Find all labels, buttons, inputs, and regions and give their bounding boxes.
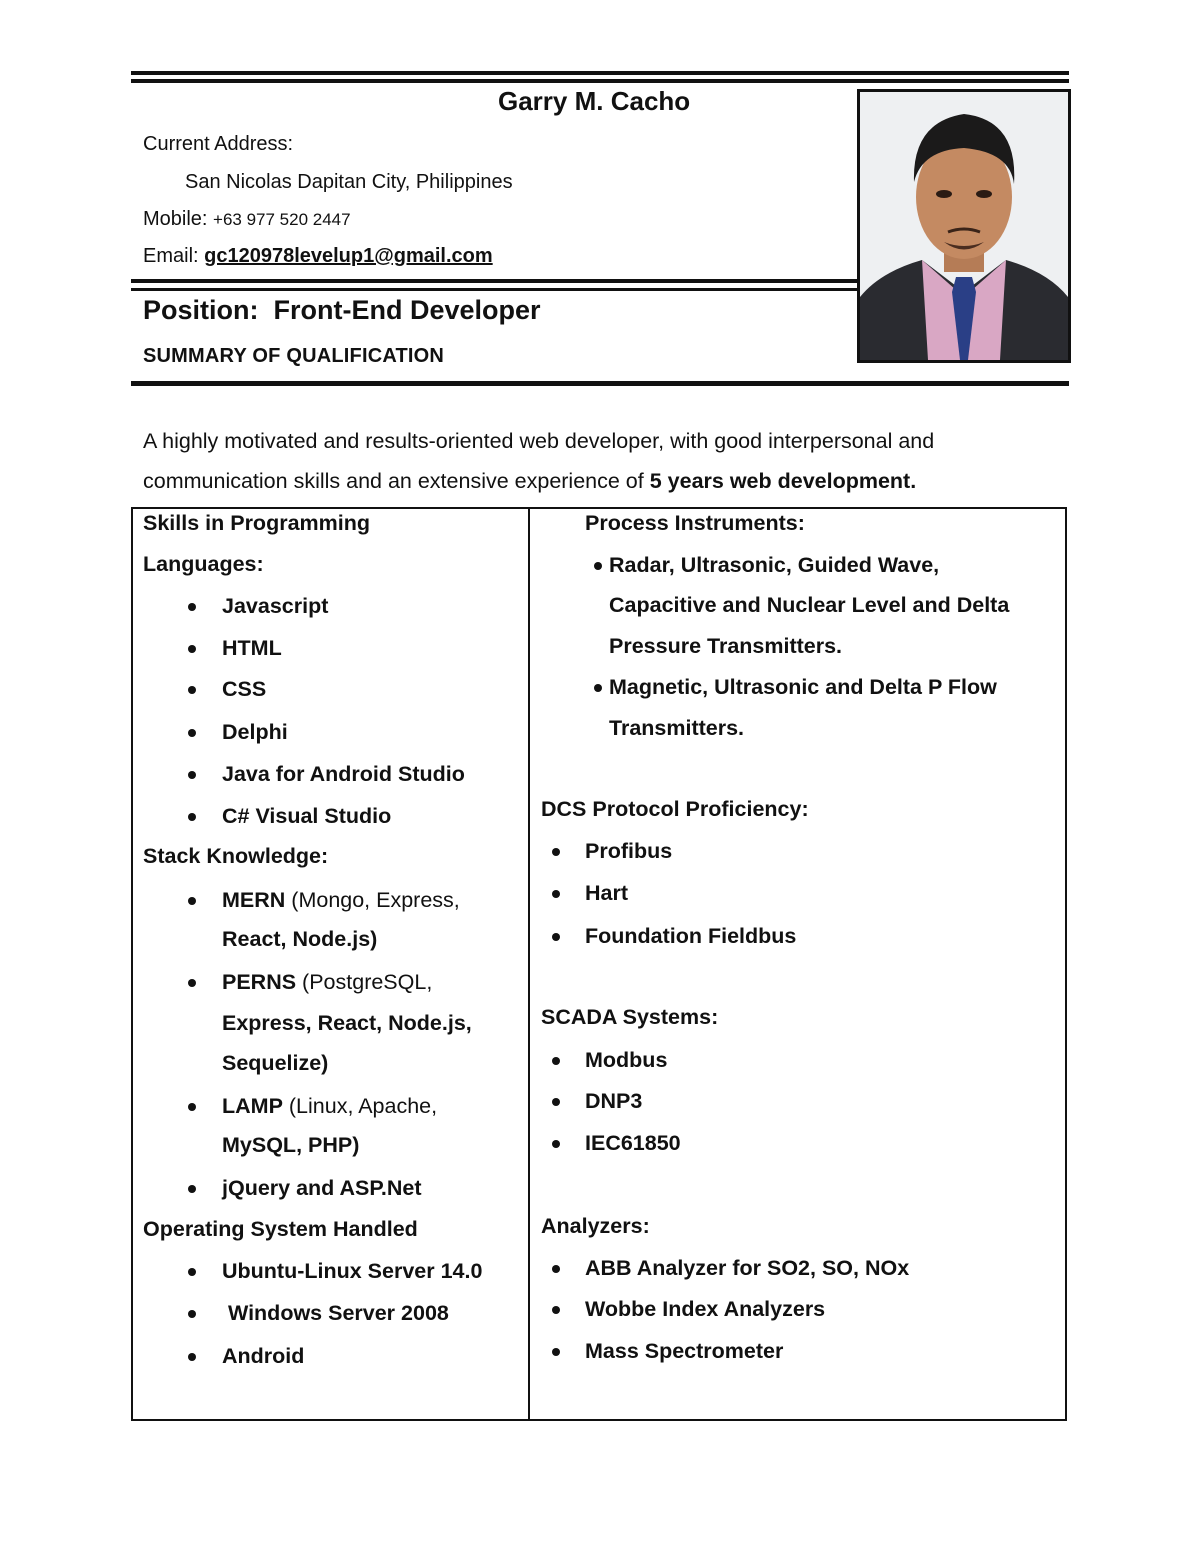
dcs-item: Foundation Fieldbus [585, 924, 797, 948]
programming-heading-2: Languages: [143, 552, 264, 576]
stack-name: PERNS [222, 970, 297, 994]
stack-heading: Stack Knowledge: [143, 844, 329, 868]
stack-name: MERN [222, 888, 286, 912]
address-label: Current Address: [143, 133, 294, 155]
email-label: Email: [143, 245, 205, 267]
language-item: Java for Android Studio [222, 762, 465, 786]
bullet-icon [552, 848, 560, 856]
stack-item [222, 970, 432, 995]
summary-heading: SUMMARY OF QUALIFICATION [143, 345, 445, 367]
instrument-item-continued: Transmitters. [609, 716, 745, 740]
dcs-heading: DCS Protocol Proficiency: [541, 797, 809, 821]
os-item: Windows Server 2008 [222, 1301, 449, 1325]
bullet-icon [552, 1348, 560, 1356]
bullet-icon [552, 890, 560, 898]
scada-item: DNP3 [585, 1089, 643, 1113]
bullet-icon [188, 813, 196, 821]
bullet-icon [594, 562, 602, 570]
mobile-value: +63 977 520 2447 [213, 210, 351, 229]
bullet-icon [552, 1098, 560, 1106]
programming-heading-1: Skills in Programming [143, 511, 370, 535]
scada-heading: SCADA Systems: [541, 1005, 719, 1029]
bullet-icon [552, 1057, 560, 1065]
stack-detail: (Linux, Apache, [282, 1094, 438, 1118]
bullet-icon [552, 1140, 560, 1148]
scada-item: IEC61850 [585, 1131, 681, 1155]
stack-detail: (Mongo, Express, [285, 888, 460, 912]
dcs-item: Hart [585, 881, 629, 905]
instrument-item-continued: Capacitive and Nuclear Level and Delta [609, 593, 1010, 617]
intro-line-1: A highly motivated and results-oriented web developer, with good interpersonal and [143, 429, 935, 453]
bullet-icon [188, 1268, 196, 1276]
stack-item [222, 1094, 437, 1119]
instruments-heading: Process Instruments: [585, 511, 805, 535]
stack-item-continued: React, Node.js) [222, 927, 378, 951]
instrument-item-continued: Pressure Transmitters. [609, 634, 843, 658]
stack-item-continued: MySQL, PHP) [222, 1133, 360, 1157]
bullet-icon [188, 645, 196, 653]
position-title: Position: Front-End Developer [143, 295, 541, 325]
language-item: Javascript [222, 594, 329, 618]
bullet-icon [188, 771, 196, 779]
analyzer-item: Wobbe Index Analyzers [585, 1297, 826, 1321]
bullet-icon [188, 686, 196, 694]
bullet-icon [188, 979, 196, 987]
email-link[interactable]: gc120978levelup1@gmail.com [204, 245, 493, 267]
bullet-icon [552, 933, 560, 941]
analyzer-item: Mass Spectrometer [585, 1339, 784, 1363]
stack-item-continued: Express, React, Node.js, [222, 1011, 472, 1035]
instrument-item: Radar, Ultrasonic, Guided Wave, [609, 553, 940, 577]
stack-item: jQuery and ASP.Net [222, 1176, 422, 1200]
language-item: CSS [222, 677, 267, 701]
bullet-icon [188, 897, 196, 905]
language-item: Delphi [222, 720, 288, 744]
bullet-icon [552, 1265, 560, 1273]
stack-name: LAMP [222, 1094, 283, 1118]
stack-item [222, 888, 460, 913]
instrument-item: Magnetic, Ultrasonic and Delta P Flow [609, 675, 997, 699]
bullet-icon [594, 684, 602, 692]
mobile-label: Mobile: [143, 208, 214, 230]
analyzers-heading: Analyzers: [541, 1214, 650, 1238]
bullet-icon [552, 1306, 560, 1314]
os-heading: Operating System Handled [143, 1217, 418, 1241]
analyzer-item: ABB Analyzer for SO2, SO, NOx [585, 1256, 910, 1280]
os-item: Ubuntu-Linux Server 14.0 [222, 1259, 483, 1283]
bullet-icon [188, 603, 196, 611]
dcs-item: Profibus [585, 839, 673, 863]
stack-detail: (PostgreSQL, [296, 970, 433, 994]
bullet-icon [188, 1103, 196, 1111]
address-value: San Nicolas Dapitan City, Philippines [185, 171, 513, 193]
intro-line-2-text: communication skills and an extensive experience of [143, 469, 650, 493]
scada-item: Modbus [585, 1048, 668, 1072]
bullet-icon [188, 1310, 196, 1318]
candidate-name: Garry M. Cacho [498, 86, 691, 116]
bullet-icon [188, 1353, 196, 1361]
bullet-icon [188, 1185, 196, 1193]
os-item: Android [222, 1344, 305, 1368]
language-item: C# Visual Studio [222, 804, 392, 828]
language-item: HTML [222, 636, 282, 660]
bullet-icon [188, 729, 196, 737]
stack-item-continued: Sequelize) [222, 1051, 329, 1075]
intro-experience-highlight: 5 years web development. [649, 469, 917, 493]
